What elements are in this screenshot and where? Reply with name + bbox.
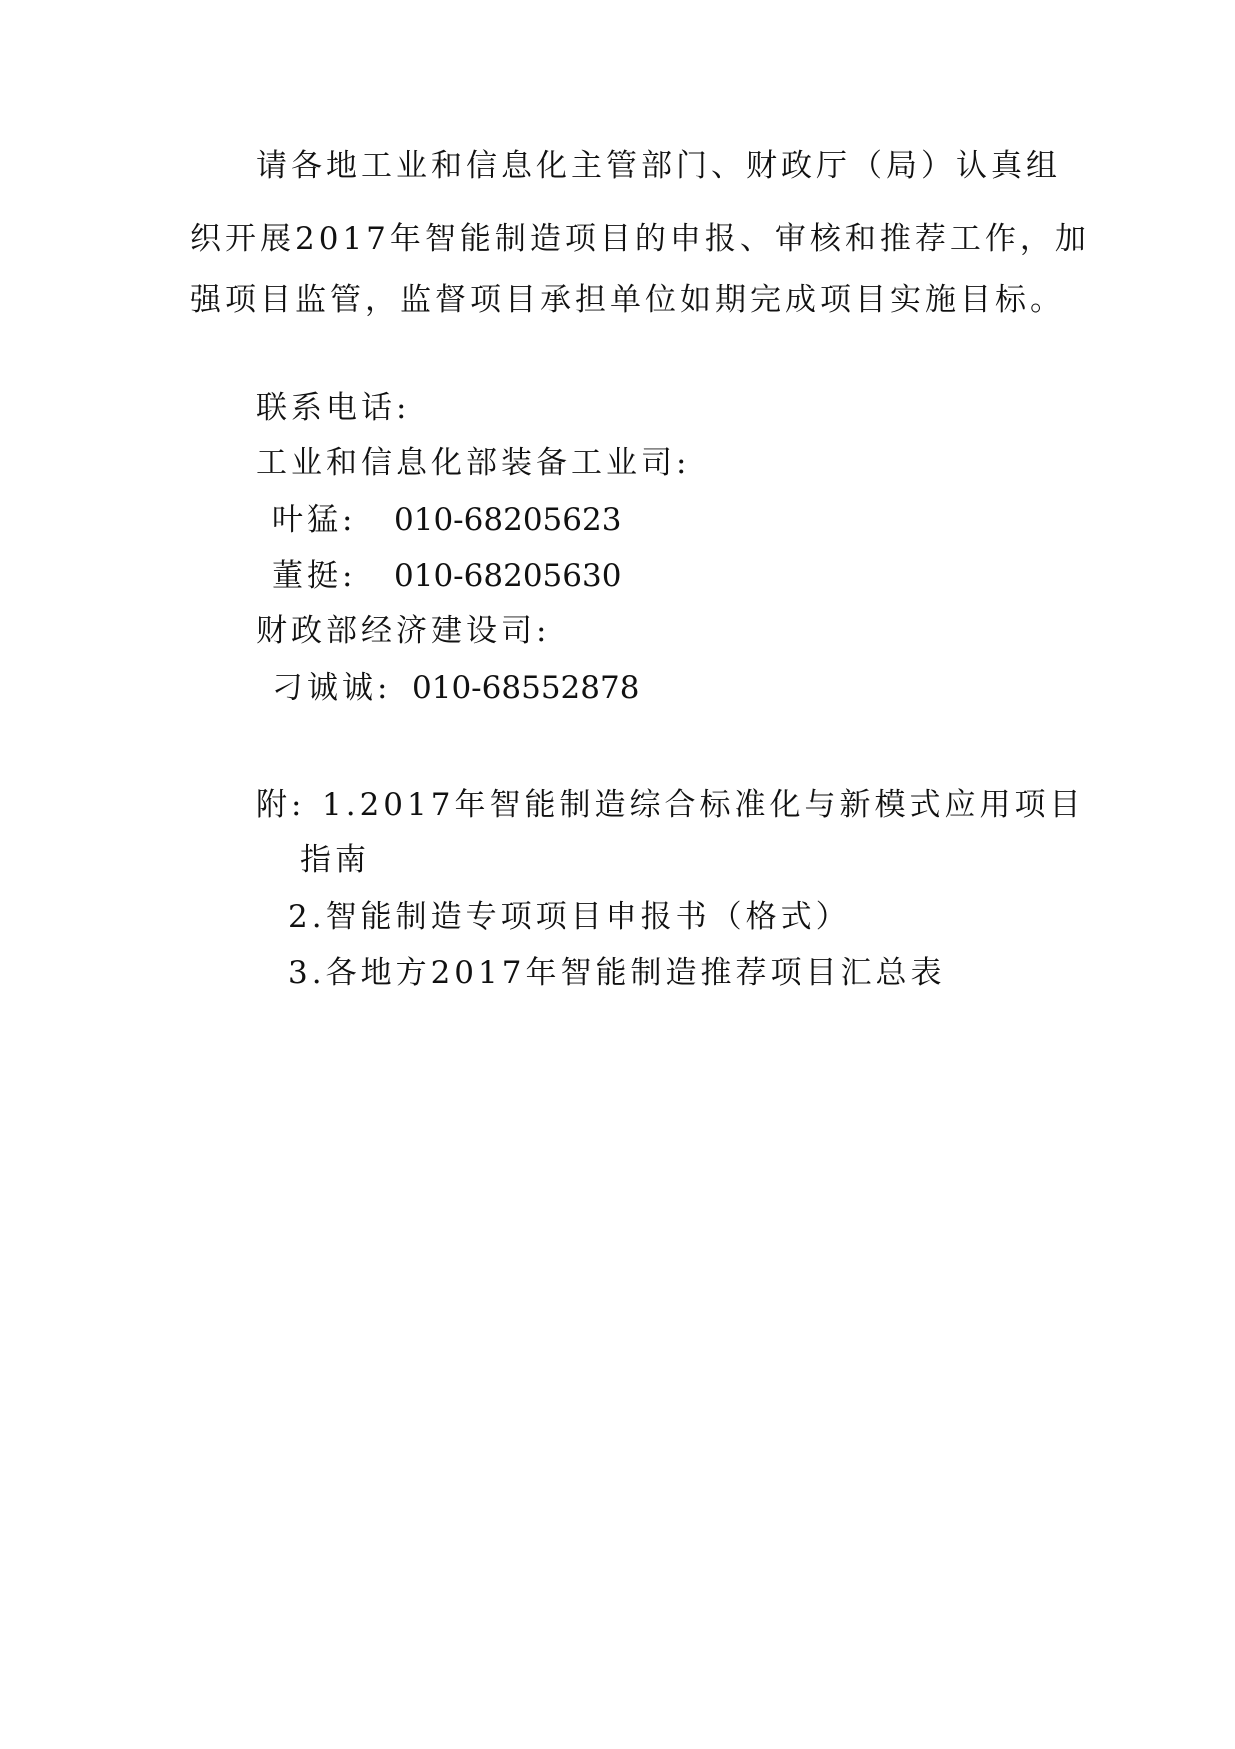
contact-name: 叶猛: xyxy=(272,502,357,538)
attachments-label: 附: xyxy=(256,787,306,823)
contact-phone: 010-68205623 xyxy=(394,502,622,538)
intro-line-3: 强项目监管，监督项目承担单位如期完成项目实施目标。 xyxy=(190,282,1065,318)
contact-phone: 010-68205630 xyxy=(394,558,622,594)
contacts-heading: 联系电话: xyxy=(256,390,411,426)
contact-phone: 010-68552878 xyxy=(412,670,640,706)
contact-name: 刁诚诚: xyxy=(272,670,392,706)
intro-line-2: 织开展2017年智能制造项目的申报、审核和推荐工作，加 xyxy=(190,221,1090,257)
contacts-org-miit: 工业和信息化部装备工业司: xyxy=(256,445,691,481)
contacts-org-mof: 财政部经济建设司: xyxy=(256,613,551,649)
intro-line-1: 请各地工业和信息化主管部门、财政厅（局）认真组 xyxy=(256,148,1061,184)
attachment-item-1: 1.2017年智能制造综合标准化与新模式应用项目 xyxy=(322,787,1085,823)
contact-phone-row xyxy=(412,668,639,708)
contact-name: 董挺: xyxy=(272,558,357,594)
contact-row xyxy=(272,556,356,596)
attachment-item-3: 3.各地方2017年智能制造推荐项目汇总表 xyxy=(288,955,946,991)
attachment-item-1-continuation: 指南 xyxy=(300,842,370,878)
contact-row xyxy=(272,500,356,540)
contact-row xyxy=(272,668,391,708)
contact-phone-row xyxy=(394,500,621,540)
contact-phone-row xyxy=(394,556,621,596)
attachment-item-2: 2.智能制造专项项目申报书（格式） xyxy=(288,899,851,935)
